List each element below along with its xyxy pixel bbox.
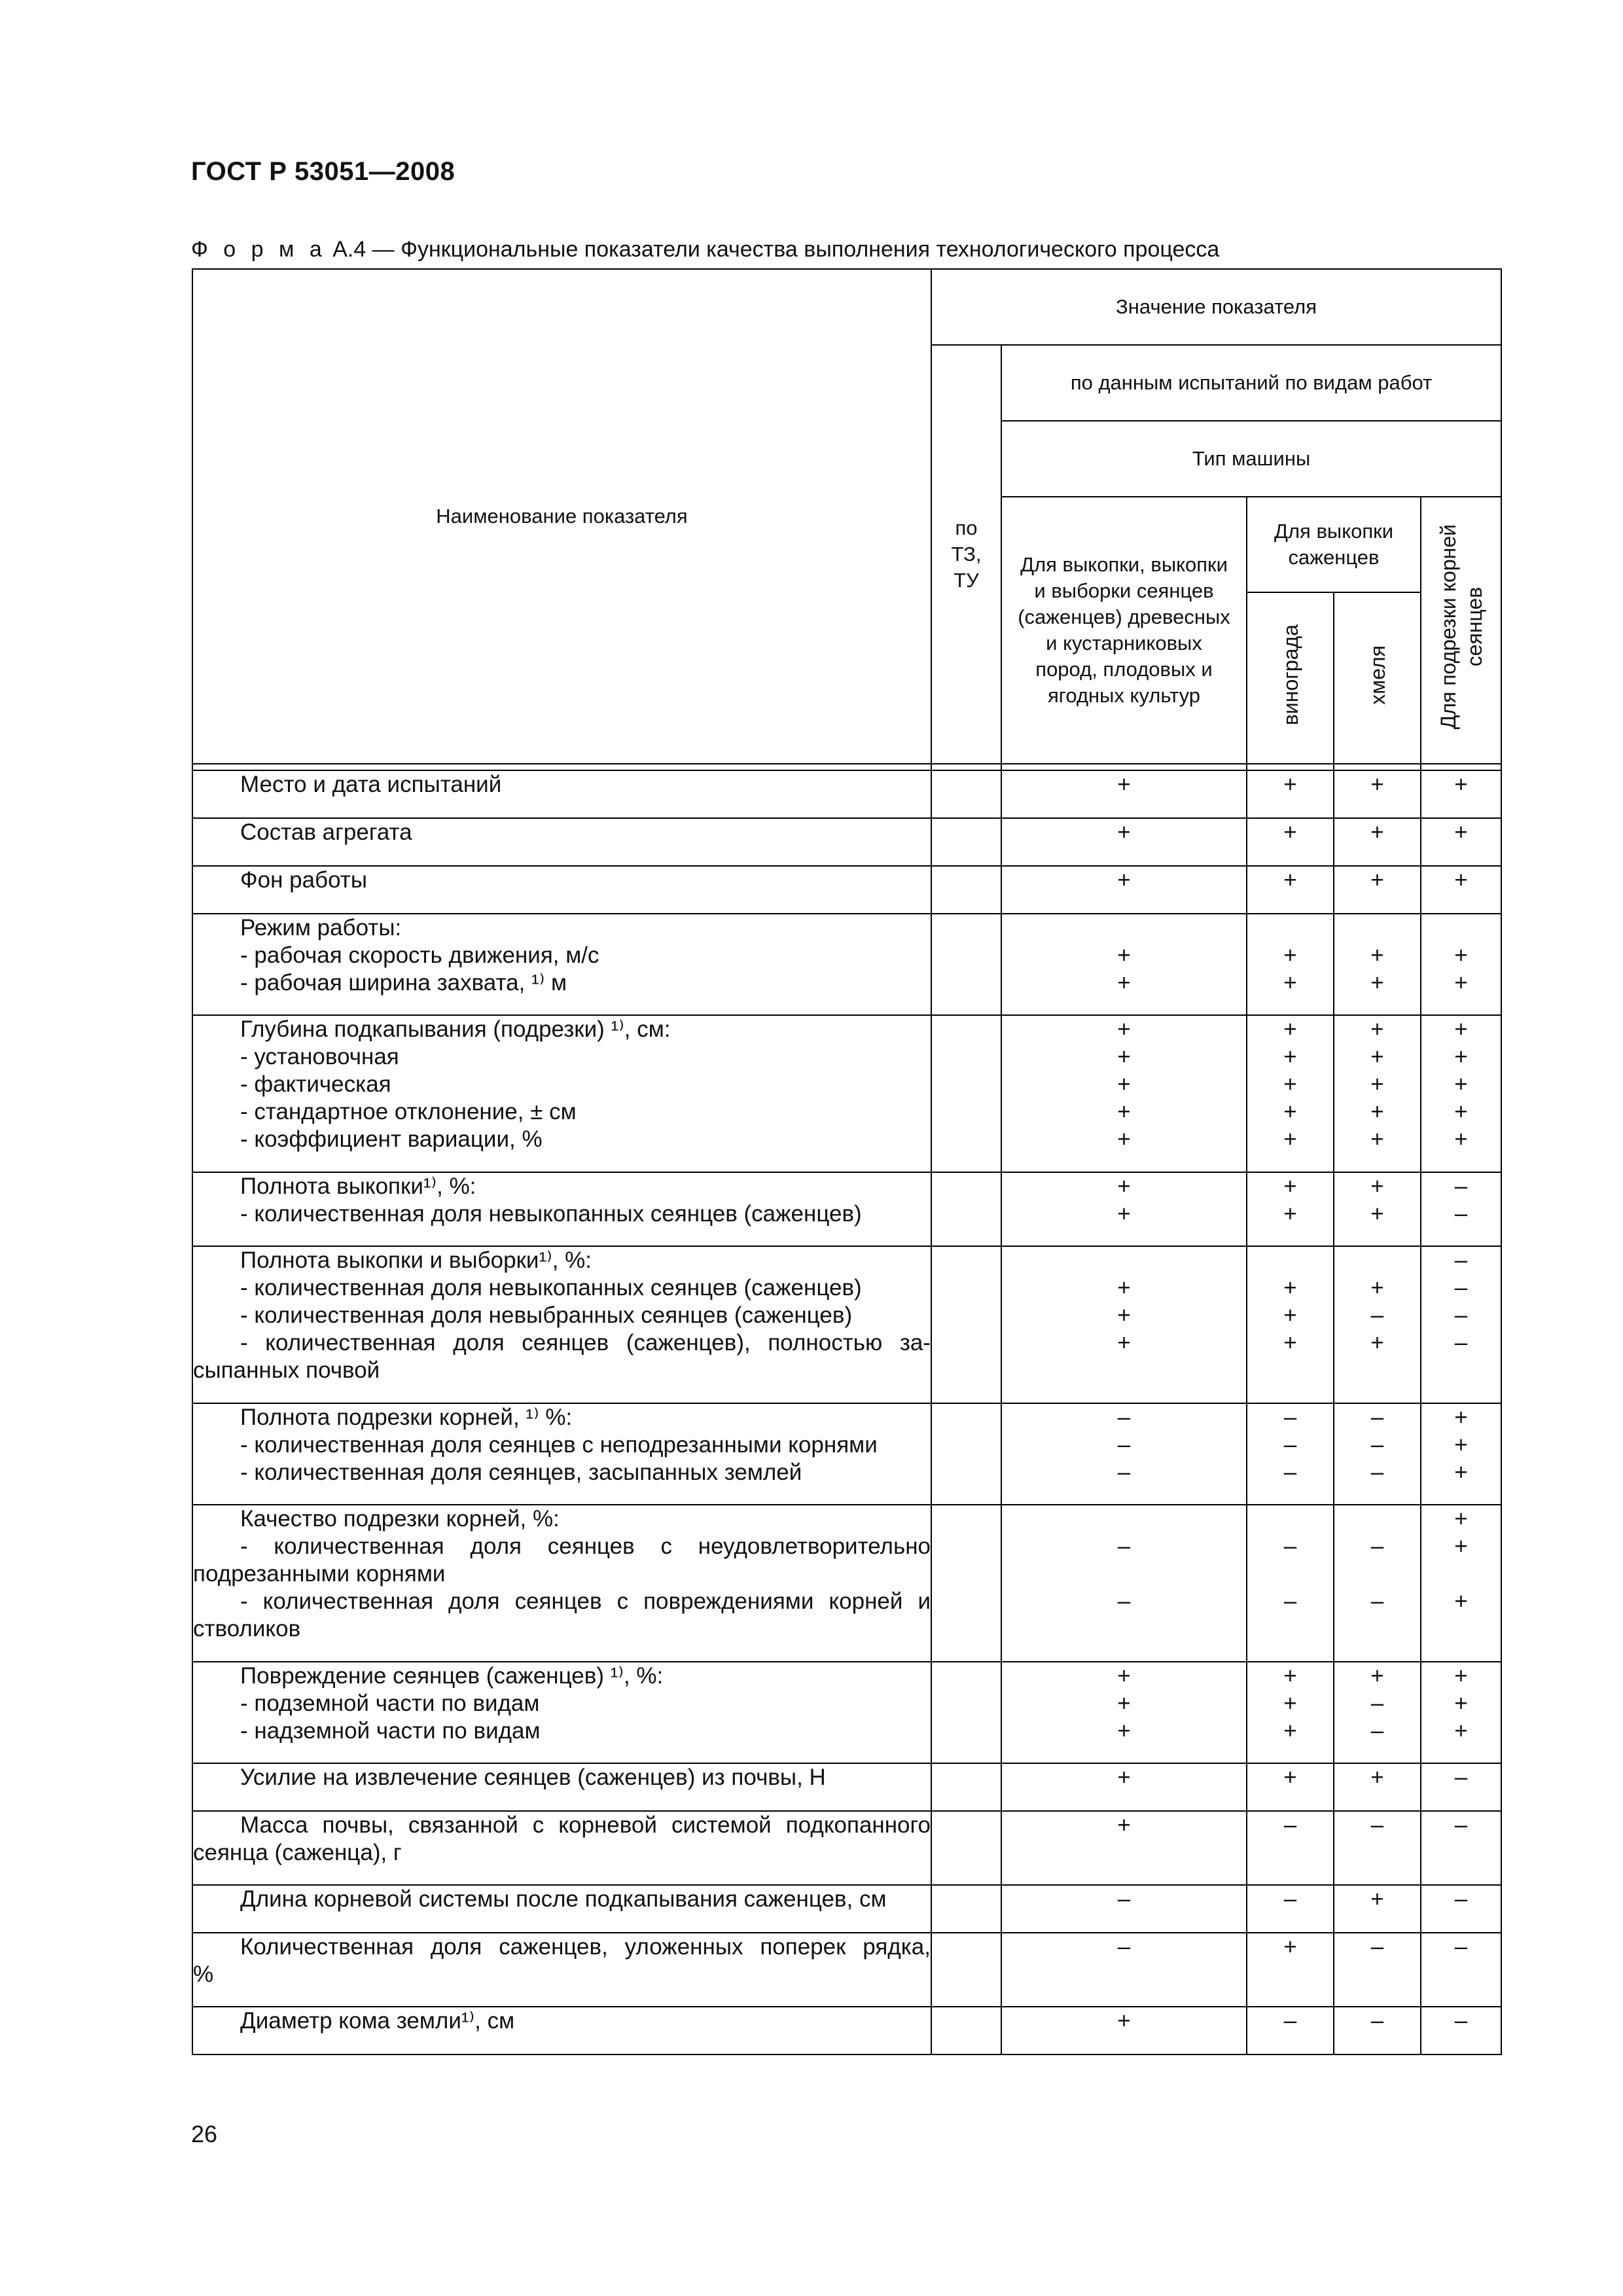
value-mark: +: [1454, 1099, 1468, 1124]
value-by-tz: [931, 1246, 1001, 1403]
value-mark: +: [1454, 1460, 1468, 1485]
value-mark: +: [1117, 1071, 1131, 1097]
indicator-name-line: сыпанных почвой: [193, 1357, 380, 1383]
value-mark: –: [1283, 1588, 1297, 1614]
value-hops: [1334, 1505, 1421, 1662]
value-by-tz: [931, 1933, 1001, 2007]
value-tree: [1001, 1246, 1247, 1403]
value-grape: [1247, 866, 1334, 914]
value-tree: [1001, 914, 1247, 1015]
value-hops: [1334, 1172, 1421, 1246]
value-tree: [1001, 1811, 1247, 1885]
indicators-table: [192, 268, 1502, 2055]
value-mark: +: [1117, 1812, 1131, 1838]
indicator-name-line: - стандартное отклонение, ± см: [240, 1099, 577, 1124]
indicator-name: [192, 1885, 931, 1933]
value-roots: [1421, 2007, 1501, 2054]
value-mark: +: [1454, 1044, 1468, 1069]
value-hops: [1334, 2007, 1421, 2054]
indicator-name-line: Глубина подкапывания (подрезки) ¹⁾, см:: [240, 1016, 671, 1042]
indicator-name-line: Фон работы: [240, 867, 367, 893]
value-by-tz: [931, 914, 1001, 1015]
value-mark: +: [1454, 1506, 1468, 1532]
value-mark: –: [1117, 1886, 1131, 1912]
value-mark: +: [1117, 1302, 1131, 1328]
value-mark: –: [1370, 1432, 1384, 1458]
value-roots: [1421, 866, 1501, 914]
indicator-name-line: - количественная доля сеянцев с неудовлетворительно: [240, 1534, 931, 1559]
indicator-name-line: - количественная доля сеянцев с неподрезанными корнями: [240, 1432, 878, 1458]
value-mark: [1247, 914, 1333, 942]
value-mark: –: [1283, 1534, 1297, 1559]
table-row: [192, 1811, 1501, 1885]
indicator-name-line: Полнота подрезки корней, ¹⁾ %:: [240, 1405, 573, 1430]
value-mark: –: [1117, 1934, 1131, 1960]
value-tree: [1001, 770, 1247, 818]
value-mark: +: [1370, 970, 1384, 996]
value-mark: –: [1283, 1460, 1297, 1485]
indicator-name-line: Количественная доля саженцев, уложенных поперек рядка,: [240, 1934, 931, 1960]
value-roots: [1421, 1172, 1501, 1246]
value-mark: +: [1283, 1330, 1297, 1355]
value-mark: +: [1283, 1126, 1297, 1152]
indicator-name-line: подрезанными корнями: [193, 1561, 446, 1587]
value-mark: +: [1454, 772, 1468, 797]
value-tree: [1001, 1885, 1247, 1933]
header-col-roots: Для подрезки корней сеянцев: [1421, 497, 1501, 764]
value-roots: [1421, 770, 1501, 818]
indicator-name: [192, 1662, 931, 1763]
value-tree: [1001, 1403, 1247, 1505]
value-mark: [1334, 914, 1420, 942]
value-mark: +: [1283, 1016, 1297, 1042]
value-mark: –: [1454, 1275, 1468, 1300]
indicator-name-line: %: [193, 1962, 214, 1987]
value-tree: [1001, 1015, 1247, 1172]
value-mark: –: [1454, 1201, 1468, 1227]
value-mark: +: [1370, 819, 1384, 845]
value-mark: +: [1117, 819, 1131, 845]
indicator-name: [192, 818, 931, 866]
value-by-tz: [931, 1015, 1001, 1172]
value-mark: +: [1117, 1044, 1131, 1069]
value-by-tz: [931, 770, 1001, 818]
header-col-hops: хмеля: [1334, 592, 1421, 764]
value-tree: [1001, 2007, 1247, 2054]
value-grape: [1247, 914, 1334, 1015]
value-mark: +: [1283, 970, 1297, 996]
value-grape: [1247, 1763, 1334, 1811]
value-mark: [1247, 1247, 1333, 1274]
value-grape: [1247, 1885, 1334, 1933]
value-by-tz: [931, 1811, 1001, 1885]
value-mark: +: [1370, 1330, 1384, 1355]
value-by-tz: [931, 1885, 1001, 1933]
value-hops: [1334, 1811, 1421, 1885]
value-hops: [1334, 1933, 1421, 2007]
value-mark: [1002, 914, 1246, 942]
table-row: [192, 1246, 1501, 1403]
indicator-name-line: стволиков: [193, 1616, 301, 1641]
table-row: [192, 770, 1501, 818]
indicator-name-line: Режим работы:: [240, 915, 402, 941]
value-mark: +: [1283, 819, 1297, 845]
value-mark: –: [1283, 1405, 1297, 1430]
value-tree: [1001, 1662, 1247, 1763]
value-grape: [1247, 2007, 1334, 2054]
value-grape: [1247, 1811, 1334, 1885]
table-header: [192, 269, 1501, 770]
value-mark: –: [1370, 1534, 1384, 1559]
indicator-name-line: Масса почвы, связанной с корневой системой подкопанного: [240, 1812, 931, 1838]
value-grape: [1247, 1403, 1334, 1505]
table-row: [192, 1763, 1501, 1811]
value-roots: [1421, 1763, 1501, 1811]
indicator-name-line: Повреждение сеянцев (саженцев) ¹⁾, %:: [240, 1663, 664, 1689]
value-mark: +: [1117, 1174, 1131, 1199]
indicator-name-line: - количественная доля сеянцев, засыпанных землей: [240, 1460, 802, 1485]
value-mark: [1247, 1560, 1333, 1588]
value-grape: [1247, 1246, 1334, 1403]
table-row: [192, 1505, 1501, 1662]
value-grape: [1247, 1172, 1334, 1246]
value-mark: –: [1454, 2008, 1468, 2034]
indicator-name: [192, 1246, 931, 1403]
value-mark: +: [1117, 1330, 1131, 1355]
value-mark: –: [1370, 1460, 1384, 1485]
value-roots: [1421, 1811, 1501, 1885]
indicator-name-line: - количественная доля невыбранных сеянцев (саженцев): [240, 1302, 853, 1328]
indicator-name-line: Состав агрегата: [240, 819, 412, 845]
header-by-tests: по данным испытаний по видам работ: [1001, 345, 1501, 421]
value-by-tz: [931, 1403, 1001, 1505]
indicator-name: [192, 1015, 931, 1172]
value-mark: +: [1117, 1691, 1131, 1716]
value-mark: –: [1370, 2008, 1384, 2034]
value-mark: +: [1117, 2008, 1131, 2034]
value-hops: [1334, 866, 1421, 914]
value-mark: –: [1454, 1934, 1468, 1960]
value-grape: [1247, 1015, 1334, 1172]
value-mark: +: [1283, 1302, 1297, 1328]
value-mark: +: [1283, 1071, 1297, 1097]
value-mark: [1002, 1560, 1246, 1588]
value-mark: +: [1117, 1765, 1131, 1790]
value-mark: –: [1370, 1691, 1384, 1716]
value-mark: +: [1370, 1126, 1384, 1152]
value-mark: –: [1454, 1302, 1468, 1328]
indicator-name: [192, 1811, 931, 1885]
value-mark: [1421, 1560, 1501, 1588]
value-hops: [1334, 914, 1421, 1015]
value-mark: +: [1454, 1691, 1468, 1716]
indicator-name-line: - фактическая: [240, 1071, 391, 1097]
value-mark: –: [1370, 1812, 1384, 1838]
value-mark: +: [1454, 867, 1468, 893]
value-mark: +: [1283, 1174, 1297, 1199]
table-row: [192, 866, 1501, 914]
value-hops: [1334, 1403, 1421, 1505]
indicator-name-line: сеянца (саженца), г: [193, 1840, 402, 1865]
value-mark: +: [1283, 1099, 1297, 1124]
indicator-name-line: - количественная доля сеянцев (саженцев), полностью за-: [240, 1330, 931, 1355]
value-mark: –: [1283, 1432, 1297, 1458]
value-mark: [1002, 1505, 1246, 1533]
value-tree: [1001, 1172, 1247, 1246]
value-mark: –: [1454, 1174, 1468, 1199]
indicator-name: [192, 1505, 931, 1662]
value-mark: +: [1283, 1201, 1297, 1227]
value-mark: +: [1117, 1275, 1131, 1300]
value-mark: +: [1117, 772, 1131, 797]
value-mark: [1334, 1247, 1420, 1274]
value-mark: +: [1454, 1126, 1468, 1152]
value-mark: +: [1117, 1099, 1131, 1124]
value-mark: +: [1370, 1071, 1384, 1097]
page-number: 26: [191, 2121, 218, 2147]
indicator-name-line: Качество подрезки корней, %:: [240, 1506, 560, 1532]
indicator-name-line: - установочная: [240, 1044, 399, 1069]
value-hops: [1334, 1763, 1421, 1811]
value-roots: [1421, 818, 1501, 866]
table-row: [192, 1403, 1501, 1505]
value-mark: +: [1370, 1044, 1384, 1069]
value-grape: [1247, 1662, 1334, 1763]
value-mark: +: [1283, 1765, 1297, 1790]
value-roots: [1421, 1885, 1501, 1933]
value-mark: –: [1454, 1330, 1468, 1355]
value-roots: [1421, 1662, 1501, 1763]
header-col-tree: Для выкопки, выкопки и выборки сеянцев (саженцев) древесных и кустарниковых пород, плодовых и ягодных культур: [1001, 497, 1247, 764]
indicator-name-line: Место и дата испытаний: [240, 772, 502, 797]
indicator-name: [192, 1763, 931, 1811]
value-by-tz: [931, 1763, 1001, 1811]
value-mark: +: [1117, 1016, 1131, 1042]
value-roots: [1421, 1246, 1501, 1403]
value-mark: –: [1454, 1765, 1468, 1790]
value-mark: +: [1283, 1934, 1297, 1960]
value-mark: [1247, 1505, 1333, 1533]
value-mark: –: [1117, 1432, 1131, 1458]
value-mark: +: [1370, 1016, 1384, 1042]
value-mark: +: [1370, 1663, 1384, 1689]
table-row: [192, 818, 1501, 866]
value-hops: [1334, 1246, 1421, 1403]
value-mark: +: [1117, 970, 1131, 996]
header-col-grape: винограда: [1247, 592, 1334, 764]
value-mark: –: [1283, 1886, 1297, 1912]
value-mark: +: [1283, 1718, 1297, 1744]
value-mark: +: [1454, 1071, 1468, 1097]
value-hops: [1334, 1885, 1421, 1933]
value-mark: [1334, 1560, 1420, 1588]
value-mark: +: [1370, 1765, 1384, 1790]
form-title: [191, 237, 1219, 262]
value-mark: +: [1117, 1126, 1131, 1152]
value-by-tz: [931, 866, 1001, 914]
value-mark: +: [1283, 772, 1297, 797]
value-mark: –: [1454, 1247, 1468, 1273]
document-code: ГОСТ Р 53051—2008: [191, 157, 455, 186]
indicator-name: [192, 866, 931, 914]
indicator-name: [192, 1403, 931, 1505]
value-tree: [1001, 1933, 1247, 2007]
value-grape: [1247, 770, 1334, 818]
indicator-name-line: - коэффициент вариации, %: [240, 1126, 543, 1152]
value-mark: +: [1117, 867, 1131, 893]
value-grape: [1247, 1933, 1334, 2007]
value-mark: +: [1283, 867, 1297, 893]
value-mark: +: [1454, 1432, 1468, 1458]
value-mark: +: [1283, 942, 1297, 968]
value-by-tz: [931, 2007, 1001, 2054]
value-by-tz: [931, 1662, 1001, 1763]
value-mark: +: [1370, 1099, 1384, 1124]
value-mark: –: [1370, 1588, 1384, 1614]
table-row: [192, 1015, 1501, 1172]
indicator-name-line: - рабочая ширина захвата, ¹⁾ м: [240, 970, 567, 996]
indicator-name-line: - подземной части по видам: [240, 1691, 540, 1716]
value-mark: +: [1283, 1044, 1297, 1069]
value-mark: +: [1117, 1718, 1131, 1744]
table-body: [192, 770, 1501, 2054]
value-roots: [1421, 1933, 1501, 2007]
value-mark: –: [1370, 1934, 1384, 1960]
value-mark: +: [1454, 970, 1468, 996]
indicator-name: [192, 2007, 931, 2054]
value-hops: [1334, 770, 1421, 818]
value-mark: +: [1370, 772, 1384, 797]
value-mark: +: [1283, 1275, 1297, 1300]
value-mark: +: [1117, 942, 1131, 968]
indicator-name-line: - рабочая скорость движения, м/с: [240, 942, 599, 968]
value-grape: [1247, 1505, 1334, 1662]
header-machine-type: Тип машины: [1001, 421, 1501, 497]
value-by-tz: [931, 1172, 1001, 1246]
value-roots: [1421, 1403, 1501, 1505]
value-mark: [1421, 914, 1501, 942]
indicator-name-line: Полнота выкопки и выборки¹⁾, %:: [240, 1247, 592, 1273]
value-by-tz: [931, 1505, 1001, 1662]
value-roots: [1421, 1505, 1501, 1662]
value-tree: [1001, 1763, 1247, 1811]
value-mark: +: [1370, 1886, 1384, 1912]
value-mark: +: [1454, 1588, 1468, 1614]
value-mark: –: [1370, 1302, 1384, 1328]
value-mark: +: [1370, 1275, 1384, 1300]
value-mark: +: [1283, 1691, 1297, 1716]
indicator-name-line: - количественная доля невыкопанных сеянцев (саженцев): [240, 1275, 862, 1300]
header-col-saplings: Для выкопки саженцев: [1247, 497, 1421, 592]
value-roots: [1421, 1015, 1501, 1172]
indicator-name: [192, 1933, 931, 2007]
value-mark: +: [1370, 942, 1384, 968]
value-mark: +: [1454, 1663, 1468, 1689]
form-title-text: А.4 — Функциональные показатели качества выполнения технологического процесса: [326, 237, 1220, 262]
value-hops: [1334, 1662, 1421, 1763]
header-value: Значение показателя: [931, 269, 1501, 345]
indicator-name-line: - надземной части по видам: [240, 1718, 541, 1744]
value-mark: –: [1117, 1534, 1131, 1559]
value-mark: –: [1454, 1812, 1468, 1838]
indicator-name-line: Длина корневой системы после подкапывания саженцев, см: [240, 1886, 887, 1912]
table-row: [192, 1885, 1501, 1933]
value-mark: +: [1454, 942, 1468, 968]
table-row: [192, 1172, 1501, 1246]
value-mark: [1334, 1505, 1420, 1533]
value-mark: –: [1283, 1812, 1297, 1838]
header-by-tz: по ТЗ, ТУ: [931, 345, 1001, 764]
value-mark: –: [1283, 2008, 1297, 2034]
value-tree: [1001, 818, 1247, 866]
value-mark: [1002, 1247, 1246, 1274]
form-title-prefix: Ф о р м а: [191, 237, 327, 262]
value-mark: +: [1370, 867, 1384, 893]
indicator-name-line: Диаметр кома земли¹⁾, см: [240, 2008, 515, 2034]
header-name-column: Наименование показателя: [192, 269, 931, 764]
value-mark: +: [1454, 1016, 1468, 1042]
indicator-name: [192, 770, 931, 818]
value-mark: –: [1117, 1588, 1131, 1614]
value-mark: –: [1117, 1460, 1131, 1485]
value-mark: +: [1283, 1663, 1297, 1689]
value-roots: [1421, 914, 1501, 1015]
value-hops: [1334, 818, 1421, 866]
value-hops: [1334, 1015, 1421, 1172]
value-mark: +: [1117, 1663, 1131, 1689]
value-mark: –: [1370, 1405, 1384, 1430]
value-tree: [1001, 866, 1247, 914]
value-mark: +: [1454, 819, 1468, 845]
indicator-name: [192, 914, 931, 1015]
indicator-name-line: - количественная доля невыкопанных сеянцев (саженцев): [240, 1201, 862, 1227]
value-mark: +: [1370, 1174, 1384, 1199]
indicator-name-line: - количественная доля сеянцев с повреждениями корней и: [240, 1588, 931, 1614]
value-mark: +: [1454, 1718, 1468, 1744]
table-row: [192, 2007, 1501, 2054]
indicator-name-line: Полнота выкопки¹⁾, %:: [240, 1174, 476, 1199]
value-mark: +: [1370, 1201, 1384, 1227]
table-row: [192, 914, 1501, 1015]
value-mark: +: [1117, 1201, 1131, 1227]
value-mark: –: [1117, 1405, 1131, 1430]
indicator-name: [192, 1172, 931, 1246]
table-row: [192, 1933, 1501, 2007]
indicator-name-line: Усилие на извлечение сеянцев (саженцев) из почвы, Н: [240, 1765, 826, 1790]
value-tree: [1001, 1505, 1247, 1662]
value-by-tz: [931, 818, 1001, 866]
value-grape: [1247, 818, 1334, 866]
value-mark: –: [1370, 1718, 1384, 1744]
table-row: [192, 1662, 1501, 1763]
value-mark: +: [1454, 1534, 1468, 1559]
value-mark: –: [1454, 1886, 1468, 1912]
value-mark: +: [1454, 1405, 1468, 1430]
